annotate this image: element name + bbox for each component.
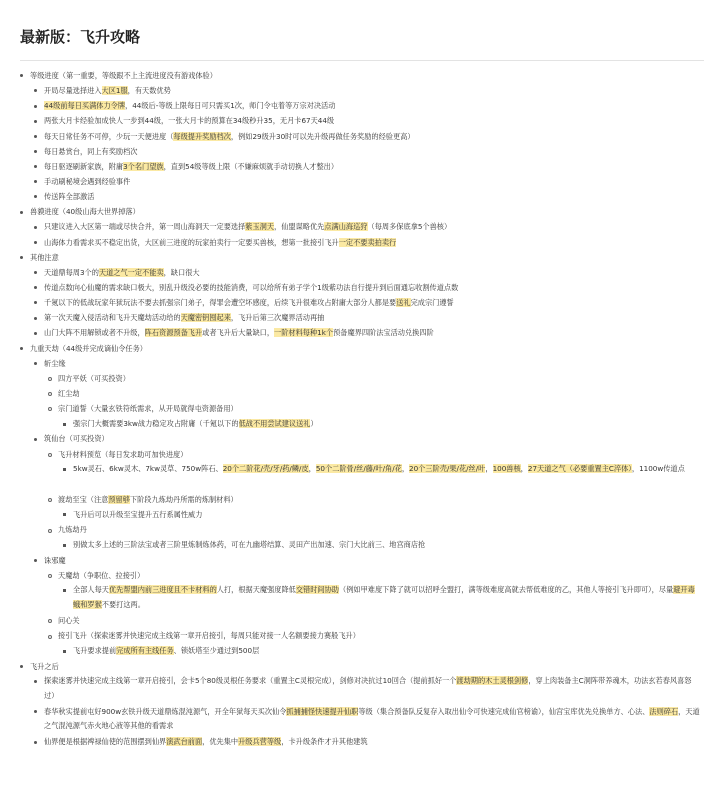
bullet-icon (34, 559, 37, 562)
outline-item-level-2 (0, 522, 720, 537)
outline-item-text (30, 68, 700, 83)
text-run: 九炼劫丹 (58, 525, 87, 535)
outline-item-text (44, 83, 700, 98)
outline-item-text (58, 401, 700, 416)
bullet-icon (48, 574, 52, 578)
outline-item-text (30, 341, 700, 356)
text-run: 全部人每天 (73, 585, 109, 595)
text-run: 手动刷秘境会遇到经验事件 (44, 176, 131, 186)
bullet-icon (34, 271, 37, 274)
outline-item-level-1 (0, 356, 720, 371)
outline-item-level-1 (0, 553, 720, 568)
outline-item-text (44, 280, 700, 295)
bullet-icon (20, 665, 23, 668)
text-run: 天魔劫（争职位、拉接引） (58, 570, 145, 580)
outline-item-text (44, 325, 700, 340)
outline-item-text (58, 568, 700, 583)
highlighted-text: 3个名门望族 (123, 161, 164, 171)
text-run: 或者飞升后大量缺口， (202, 328, 275, 338)
text-run: 宗门道誓（大量玄铁符纸需求，从开局就得屯资源备用） (58, 404, 238, 414)
text-run: 飞升之后 (30, 661, 59, 671)
text-run: 斩尘缘 (44, 358, 66, 368)
bullet-icon (48, 407, 52, 411)
text-run: 第一次天魔入侵活动和飞升天魔劫活动给的 (44, 313, 181, 323)
outline-item-level-2 (0, 401, 720, 416)
text-run: 飞升后可以升级至宝提升五行系属性威力 (73, 510, 203, 520)
highlighted-text: 大区1服 (101, 86, 128, 96)
highlighted-text: 法则碎石 (649, 706, 679, 716)
bullet-icon (34, 135, 37, 138)
outline-item-level-2 (0, 613, 720, 628)
outline-item-level-2 (0, 492, 720, 507)
outline-item-text (58, 371, 700, 386)
bullet-icon (63, 544, 66, 547)
text-run: ，穿上肉装备主C洞阵带养魂木，功法玄若春风喜怒过） (44, 676, 692, 700)
bullet-icon (63, 589, 66, 592)
outline-item-text (44, 705, 700, 734)
bullet-icon (34, 241, 37, 244)
bullet-icon (20, 74, 23, 77)
highlighted-text: 20个三阶壳/果/花/丝/叶 (409, 464, 486, 474)
outline-item-level-1 (0, 431, 720, 446)
bullet-icon (20, 211, 23, 214)
text-run: 下阶段九炼劫丹所需的炼制材料） (129, 494, 238, 504)
highlighted-text: 低战不用尝试建议送礼 (238, 419, 311, 429)
highlighted-text: 避开毒蛾和罗猴 (73, 585, 695, 609)
text-run: ，仙盟谋略优先 (274, 222, 325, 232)
text-run: 仙界便是根据裨禄仙使的范围摆到仙界 (44, 737, 167, 747)
bullet-icon (34, 226, 37, 229)
bullet-icon (34, 180, 37, 183)
outline-item-text (58, 522, 700, 537)
text-run: 预备魔界四阶法宝活动兑换四阶 (333, 328, 434, 338)
bullet-icon (34, 438, 37, 441)
text-run: ， (485, 464, 493, 474)
outline-item-text (58, 492, 700, 507)
outline-item-text (73, 462, 700, 477)
bullet-icon (34, 301, 37, 304)
text-run: 、锁妖塔至少通过到500层 (173, 646, 260, 656)
text-run: ，卡升级条件才升其他建筑 (281, 737, 368, 747)
outline-item-text (44, 174, 700, 189)
highlighted-text: 升级兵营等级 (238, 737, 282, 747)
text-run: 强宗门大概需要3kw战力稳定攻占附庸（千氪以下的 (73, 419, 239, 429)
outline-item-level-1 (0, 265, 720, 280)
outline-item-text (44, 553, 700, 568)
text-run: ， (520, 464, 528, 474)
bullet-icon (34, 710, 37, 713)
bullet-icon (34, 89, 37, 92)
text-run: 接引飞升（探索迷雾并快速完成主线第一章开启接引，每周只能对接一人名额要接力赛般飞升） (58, 631, 360, 641)
outline-item-text (73, 583, 700, 612)
outline-item-text (44, 265, 700, 280)
bullet-icon (34, 680, 37, 683)
text-run: ，直到54级等级上限（不嫌麻烦就手动切换人才整出） (163, 161, 339, 171)
highlighted-text: 预留够 (108, 494, 130, 504)
text-run: ，44级后-等级上限每日可只需买1次，师门令屯着等万宗对决活动 (125, 101, 336, 111)
highlighted-text: 一阶材料每种1k个 (274, 328, 334, 338)
text-run: 开局尽量选择进入 (44, 86, 102, 96)
outline-item-level-2 (0, 628, 720, 643)
outline-item-text (44, 674, 700, 703)
bullet-icon (48, 377, 52, 381)
outline-item-text (44, 129, 700, 144)
text-run: 九重天劫（44级并完成谪仙令任务） (30, 343, 147, 353)
bullet-icon (48, 635, 52, 639)
highlighted-text: 每级提升奖励档次 (173, 131, 231, 141)
highlighted-text: 一定不要卖拍卖行 (338, 237, 397, 247)
outline-item-text (44, 159, 700, 174)
outline-item-level-0 (0, 204, 720, 219)
bullet-icon (34, 362, 37, 365)
text-run: 其他注意 (30, 252, 59, 262)
outline-item-level-1 (0, 113, 720, 128)
bullet-icon (63, 650, 66, 653)
bullet-icon (48, 619, 52, 623)
outline-item-level-1 (0, 280, 720, 295)
text-run: ，优先集中 (202, 737, 239, 747)
outline-item-level-2 (0, 447, 720, 462)
title-divider (20, 60, 704, 61)
outline-item-level-3 (0, 583, 720, 613)
bullet-icon (34, 741, 37, 744)
bullet-icon (34, 150, 37, 153)
bullet-icon (48, 529, 52, 533)
bullet-icon (34, 332, 37, 335)
bullet-icon (20, 256, 23, 259)
bullet-icon (48, 453, 52, 457)
bullet-icon (20, 347, 23, 350)
text-run: ， (308, 464, 316, 474)
highlighted-text: 抓捕捕怪快速提升仙职 (286, 706, 359, 716)
highlighted-text: 阵石资源预备飞升 (144, 328, 203, 338)
outline-item-level-1 (0, 704, 720, 734)
text-run: 飞升材料预览（每日发求助可加快进度） (58, 449, 188, 459)
text-run: 天道鼎每周3个的 (44, 267, 99, 277)
text-run: 兽貘进度（40级山海大世界掉落） (30, 207, 140, 217)
bullet-icon (63, 423, 66, 426)
outline-item-level-1 (0, 98, 720, 113)
highlighted-text: 27天道之气（必要重置主C淬体） (527, 464, 632, 474)
text-run: 传道点数向心仙魔的需求缺口极大，别乱升级没必要的技能消费，可以给所有弟子学个1级紫功法自行提升到后面通忘收割传道点数 (44, 282, 459, 292)
outline-item-level-1 (0, 219, 720, 234)
text-run: ，1100w传道点 (631, 464, 685, 474)
bullet-icon (34, 195, 37, 198)
highlighted-text: 44级前每日买满体力令牌 (44, 101, 126, 111)
text-run: 问心关 (58, 616, 80, 626)
text-run: ，有天数优势 (127, 86, 171, 96)
highlighted-text: 100兽核 (492, 464, 521, 474)
outline-item-level-3 (0, 462, 720, 492)
outline-item-text (58, 628, 700, 643)
outline-item-level-1 (0, 325, 720, 340)
outline-item-text (44, 98, 700, 113)
outline-item-level-1 (0, 174, 720, 189)
text-run: 筑仙台（可买投资） (44, 434, 109, 444)
text-run: 5kw灵石、6kw灵木、7kw灵草、750w阵石、 (73, 464, 223, 474)
text-run: ，缺口很大 (163, 267, 200, 277)
outline-item-level-1 (0, 310, 720, 325)
highlighted-text: 紫玉洞天 (245, 222, 275, 232)
outline-item-level-1 (0, 235, 720, 250)
text-run: 不要打这两。 (101, 599, 145, 609)
highlighted-text: 天道之气一定不能卖 (98, 267, 164, 277)
outline-item-level-1 (0, 144, 720, 159)
text-run: 红尘劫 (58, 388, 80, 398)
text-run: 探索迷雾并快速完成主线第一章开启接引，会卡5个80级灵根任务要求（重置主C灵根完成），剑修对决抗过10回合（提前抓好一个 (44, 676, 457, 686)
outline-item-text (58, 386, 700, 401)
outline-item-text (44, 144, 700, 159)
outline-item-level-1 (0, 159, 720, 174)
text-run: 每天日常任务不可停，少玩一天便进度（ (44, 131, 174, 141)
bullet-icon (48, 392, 52, 396)
text-run: 每日悬赏台，同上有奖励档次 (44, 146, 138, 156)
highlighted-text: 渡劫期的木土灵根剑修 (456, 676, 529, 686)
text-run: 山海体力看需求买不稳定出货，大区前三进度的玩家拍卖行一定要买兽核，想第一批接引飞升 (44, 237, 339, 247)
outline-item-text (30, 204, 700, 219)
outline-item-level-1 (0, 129, 720, 144)
text-run: 渡劫至宝（注意 (58, 494, 109, 504)
outline-item-level-1 (0, 674, 720, 704)
outline-item-text (30, 659, 700, 674)
outline-item-level-2 (0, 568, 720, 583)
text-run: 四方平妖（可买投资） (58, 373, 130, 383)
text-run: 飞升要求提前 (73, 646, 117, 656)
highlighted-text: 50个二阶骨/丝/藤/叶/角/花 (315, 464, 402, 474)
outline-item-text (44, 235, 700, 250)
highlighted-text: 优先帮盟内前三进度且不卡材料的 (108, 585, 217, 595)
bullet-icon (63, 468, 66, 471)
text-run: （每周多保底拿5个兽核） (367, 222, 452, 232)
bullet-icon (48, 498, 52, 502)
outline-item-text (44, 295, 700, 310)
outline-item-level-1 (0, 83, 720, 98)
outline-item-level-0 (0, 659, 720, 674)
outline-item-level-3 (0, 643, 720, 658)
outline-item-level-3 (0, 537, 720, 552)
outline-item-text (44, 189, 700, 204)
bullet-icon (34, 317, 37, 320)
text-run: ，例如29级升30时可以先升级再做任务奖励的经验更高） (230, 131, 415, 141)
text-run: 春华秋实提前屯好900w玄铁升级天道鼎炼混沌源气，开全年狱每天买次仙令 (44, 706, 287, 716)
bullet-icon (34, 286, 37, 289)
text-run: （例如甲难度下降了就可以招呼全盟打，满等级难度高就去帮低难度的乙，其他人等接引飞升即可），尽量 (339, 585, 674, 595)
text-run: ，天道之气混沌源气赤火地心液等其他的看需求 (44, 706, 700, 731)
text-run: 诛邪魔 (44, 555, 66, 565)
outline-item-text (44, 219, 700, 234)
bullet-icon (34, 105, 37, 108)
outline-item-level-1 (0, 189, 720, 204)
text-run: 只建议进入大区第一端或尽快合并，第一周山海洞天一定要选择 (44, 222, 246, 232)
outline-item-text (58, 613, 700, 628)
highlighted-text: 点满山海巡狩 (324, 222, 368, 232)
text-run: 千氪以下的低战玩家年狱玩法不要去抓强宗门弟子，得罪会遭空坏感度，后续飞升很难攻占附庸大部分人都是要 (44, 298, 397, 308)
text-run: 山门大阵不用解锁或者不升级， (44, 328, 145, 338)
text-run: 完成宗门遵誓 (410, 298, 454, 308)
outline-list (0, 68, 720, 749)
outline-item-text (44, 431, 700, 446)
outline-item-text (73, 416, 700, 431)
outline-item-level-1 (0, 295, 720, 310)
outline-item-level-0 (0, 250, 720, 265)
text-run: ，飞升后第三次魔界活动再抽 (230, 313, 325, 323)
text-run: ， (401, 464, 410, 474)
highlighted-text: 完成所有主线任务 (116, 646, 174, 656)
outline-item-level-0 (0, 68, 720, 83)
highlighted-text: 交错时间协助 (295, 585, 339, 595)
outline-item-level-2 (0, 371, 720, 386)
highlighted-text: 送礼 (396, 298, 411, 308)
text-run: 等级进度（第一重要，等级跟不上主流进度没有游戏体验） (30, 71, 217, 80)
outline-item-level-2 (0, 386, 720, 401)
outline-item-text (30, 250, 700, 265)
text-run: 人打，根据天魔强度降低 (216, 585, 296, 595)
outline-item-text (73, 537, 700, 552)
text-run: 别做太多上述的三阶法宝或者三阶里炼制炼体药，可在九幽塔结算、灵田产出加速、宗门大比前三、地宫商店抢 (73, 540, 426, 550)
bullet-icon (34, 165, 37, 168)
text-run: 等级（集合预备队反复存入取出仙令可快速完成仙官榜谕），仙宫宝库优先兑换单方、心法、 (358, 706, 650, 716)
highlighted-text: 20个二阶花/壳/牙/药/鳞/皮 (222, 464, 309, 474)
text-run: 传送阵全部激活 (44, 192, 95, 202)
highlighted-text: 演武台前面 (166, 737, 203, 747)
text-run: ） (310, 419, 318, 429)
highlighted-text: 天魔密钥囤起来 (180, 313, 231, 323)
outline-item-text (44, 310, 700, 325)
outline-item-text (44, 113, 700, 128)
outline-item-text (73, 507, 700, 522)
outline-item-level-1 (0, 734, 720, 749)
outline-item-level-0 (0, 341, 720, 356)
outline-item-level-3 (0, 416, 720, 431)
outline-item-level-3 (0, 507, 720, 522)
bullet-icon (63, 513, 66, 516)
outline-item-text (73, 643, 700, 658)
outline-item-text (44, 356, 700, 371)
outline-item-text (58, 447, 700, 462)
outline-item-text (44, 734, 700, 749)
text-run: 每日驱逐刷新家族，附庸 (44, 161, 124, 171)
bullet-icon (34, 120, 37, 123)
text-run: 两张大月卡经验加成快人一步到44级，一张大月卡的预算在34级秒升35，无月卡67天44级 (44, 116, 335, 126)
page-title: 最新版：飞升攻略 (20, 28, 141, 46)
